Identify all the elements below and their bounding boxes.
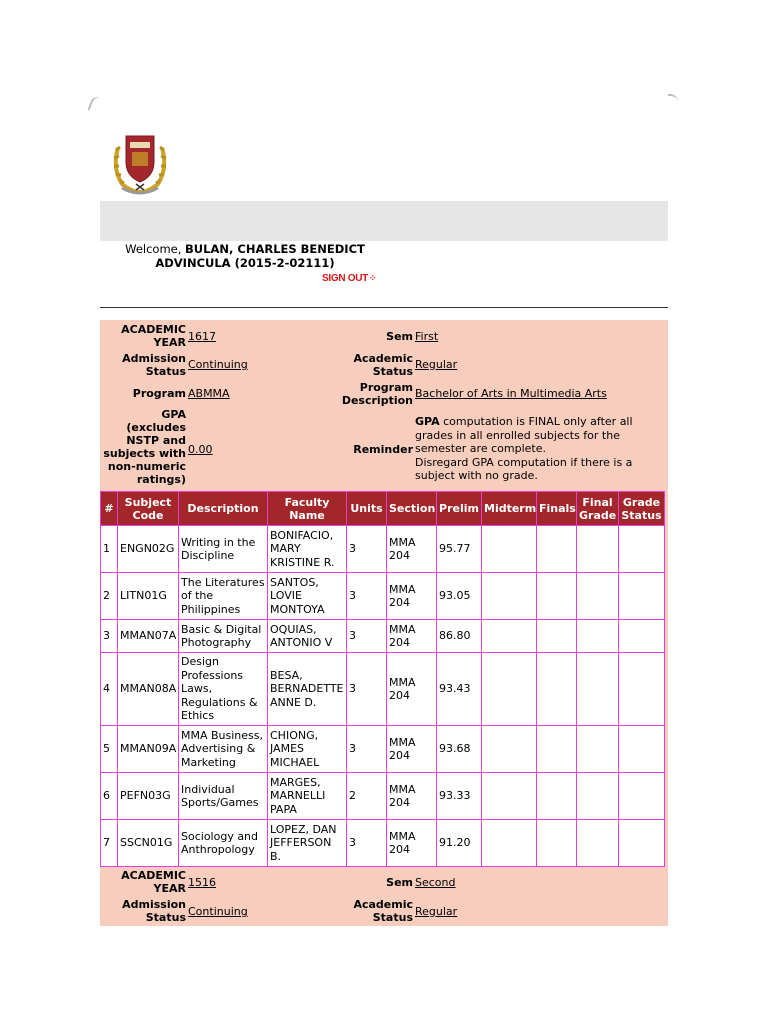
cell-section: MMA 204	[387, 726, 437, 773]
cell-grade-status	[619, 653, 665, 726]
table-header-row	[101, 492, 665, 526]
cell-description: Writing in the Discipline	[179, 526, 268, 573]
cell-subject-code: PEFN03G	[118, 773, 179, 820]
cell-prelim: 91.20	[437, 820, 482, 867]
cell-final-grade	[577, 526, 619, 573]
cell-midterm	[482, 620, 537, 653]
cell-subject-code: MMAN07A	[118, 620, 179, 653]
col-header-number: #	[101, 492, 118, 526]
program-description-label: Program Description	[341, 381, 413, 407]
cell-finals	[537, 653, 577, 726]
col-header-prelim: Prelim	[437, 492, 482, 526]
col-header-units: Units	[347, 492, 387, 526]
header-bar	[100, 201, 668, 241]
cell-grade-status	[619, 773, 665, 820]
table-row	[101, 773, 665, 820]
sem-label: Sem	[386, 330, 413, 343]
cell-grade-status	[619, 726, 665, 773]
cell-number: 3	[101, 620, 118, 653]
cell-finals	[537, 820, 577, 867]
reminder-bold: GPA	[415, 415, 440, 428]
cell-subject-code: MMAN08A	[118, 653, 179, 726]
col-header-grade-status: Grade Status	[619, 492, 665, 526]
sign-out-button[interactable]	[322, 273, 376, 284]
cell-faculty: LOPEZ, DAN JEFFERSON B.	[268, 820, 347, 867]
cell-midterm	[482, 573, 537, 620]
table-row	[101, 620, 665, 653]
cell-finals	[537, 726, 577, 773]
table-row	[101, 573, 665, 620]
cell-number: 4	[101, 653, 118, 726]
welcome-message	[100, 242, 390, 270]
cell-faculty: MARGES, MARNELLI PAPA	[268, 773, 347, 820]
cell-midterm	[482, 653, 537, 726]
cell-finals	[537, 773, 577, 820]
cell-description: Individual Sports/Games	[179, 773, 268, 820]
school-crest-logo	[108, 128, 172, 198]
table-row	[101, 820, 665, 867]
cell-final-grade	[577, 573, 619, 620]
cell-prelim: 95.77	[437, 526, 482, 573]
gpa-label: GPA (excludes NSTP and subjects with non-numeric ratings)	[103, 408, 186, 486]
cell-units: 2	[347, 773, 387, 820]
grades-table	[100, 491, 665, 867]
welcome-prefix: Welcome,	[125, 242, 186, 256]
cell-units: 3	[347, 573, 387, 620]
cell-finals	[537, 573, 577, 620]
cell-final-grade	[577, 726, 619, 773]
cell-final-grade	[577, 653, 619, 726]
program-label: Program	[132, 387, 186, 400]
cell-number: 7	[101, 820, 118, 867]
term2-sem-value: Second	[415, 876, 456, 889]
table-row	[101, 653, 665, 726]
cell-subject-code: SSCN01G	[118, 820, 179, 867]
cell-units: 3	[347, 726, 387, 773]
table-row	[101, 726, 665, 773]
cell-midterm	[482, 726, 537, 773]
admission-status-label: Admission Status	[122, 352, 186, 378]
cell-description: Basic & Digital Photography	[179, 620, 268, 653]
cell-units: 3	[347, 820, 387, 867]
cell-finals	[537, 620, 577, 653]
cell-description: The Literatures of the Philippines	[179, 573, 268, 620]
cell-section: MMA 204	[387, 620, 437, 653]
col-header-midterm: Midterm	[482, 492, 537, 526]
program-value: ABMMA	[188, 387, 230, 400]
col-header-section: Section	[387, 492, 437, 526]
frame-corner-right	[668, 94, 678, 104]
reminder-line1: computation is FINAL only after all grades in all enrolled subjects for the semester are complete.	[415, 415, 633, 455]
cell-subject-code: LITN01G	[118, 573, 179, 620]
cell-units: 3	[347, 620, 387, 653]
cell-midterm	[482, 773, 537, 820]
reminder-line2: Disregard GPA computation if there is a subject with no grade.	[415, 455, 633, 482]
term2-academic-status-label: Academic Status	[353, 898, 413, 924]
program-description-value: Bachelor of Arts in Multimedia Arts	[415, 387, 607, 400]
table-row	[101, 526, 665, 573]
cell-subject-code: MMAN09A	[118, 726, 179, 773]
frame-corner-left	[88, 95, 103, 113]
cell-section: MMA 204	[387, 573, 437, 620]
cell-faculty: OQUIAS, ANTONIO V	[268, 620, 347, 653]
cell-subject-code: ENGN02G	[118, 526, 179, 573]
cell-number: 6	[101, 773, 118, 820]
col-header-finals: Finals	[537, 492, 577, 526]
cell-final-grade	[577, 620, 619, 653]
reminder-label: Reminder	[353, 443, 413, 456]
term2-admission-status-label: Admission Status	[122, 898, 186, 924]
academic-status-value: Regular	[415, 358, 458, 371]
col-header-faculty-name: Faculty Name	[268, 492, 347, 526]
cell-finals	[537, 526, 577, 573]
term2-academic-year-value: 1516	[188, 876, 216, 889]
academic-year-label: ACADEMIC YEAR	[121, 323, 186, 349]
col-header-description: Description	[179, 492, 268, 526]
cell-prelim: 93.68	[437, 726, 482, 773]
cell-grade-status	[619, 573, 665, 620]
sign-out-label: SIGN OUT	[322, 273, 368, 284]
cell-description: Sociology and Anthropology	[179, 820, 268, 867]
term2-academic-status-value: Regular	[415, 905, 458, 918]
cell-prelim: 93.05	[437, 573, 482, 620]
gpa-value: 0.00	[188, 443, 213, 456]
admission-status-value: Continuing	[188, 358, 248, 371]
student-name-line2: ADVINCULA (2015-2-02111)	[155, 256, 335, 270]
cell-final-grade	[577, 820, 619, 867]
cell-grade-status	[619, 526, 665, 573]
cell-faculty: BESA, BERNADETTE ANNE D.	[268, 653, 347, 726]
term2-admission-status-value: Continuing	[188, 905, 248, 918]
cell-prelim: 93.43	[437, 653, 482, 726]
cell-number: 1	[101, 526, 118, 573]
cell-prelim: 93.33	[437, 773, 482, 820]
cell-description: MMA Business, Advertising & Marketing	[179, 726, 268, 773]
cell-prelim: 86.80	[437, 620, 482, 653]
cell-section: MMA 204	[387, 526, 437, 573]
academic-year-value: 1617	[188, 330, 216, 343]
sem-value: First	[415, 330, 439, 343]
cell-grade-status	[619, 620, 665, 653]
col-header-final-grade: Final Grade	[577, 492, 619, 526]
cell-number: 2	[101, 573, 118, 620]
sign-out-icon: ⁘	[368, 273, 377, 283]
cell-section: MMA 204	[387, 820, 437, 867]
cell-units: 3	[347, 653, 387, 726]
academic-status-label: Academic Status	[353, 352, 413, 378]
cell-faculty: BONIFACIO, MARY KRISTINE R.	[268, 526, 347, 573]
cell-faculty: CHIONG, JAMES MICHAEL	[268, 726, 347, 773]
cell-description: Design Professions Laws, Regulations & Ethics	[179, 653, 268, 726]
term2-academic-year-label: ACADEMIC YEAR	[121, 869, 186, 895]
cell-faculty: SANTOS, LOVIE MONTOYA	[268, 573, 347, 620]
reminder-text	[415, 415, 655, 483]
cell-midterm	[482, 526, 537, 573]
col-header-subject-code: Subject Code	[118, 492, 179, 526]
cell-units: 3	[347, 526, 387, 573]
student-name-line1: BULAN, CHARLES BENEDICT	[185, 242, 365, 256]
cell-midterm	[482, 820, 537, 867]
cell-number: 5	[101, 726, 118, 773]
cell-section: MMA 204	[387, 773, 437, 820]
term2-sem-label: Sem	[386, 876, 413, 889]
cell-final-grade	[577, 773, 619, 820]
cell-section: MMA 204	[387, 653, 437, 726]
cell-grade-status	[619, 820, 665, 867]
divider	[100, 307, 668, 308]
